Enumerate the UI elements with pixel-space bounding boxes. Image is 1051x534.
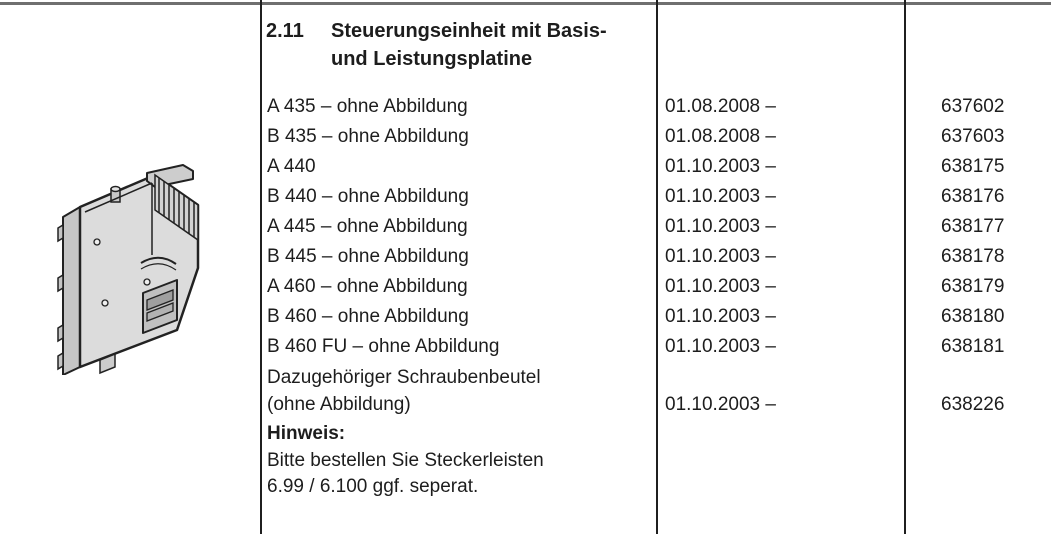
part-label: B 440 – ohne Abbildung	[267, 186, 469, 207]
part-label: B 460 FU – ohne Abbildung	[267, 336, 500, 357]
note-heading: Hinweis:	[267, 423, 346, 444]
part-date: 01.10.2003 –	[665, 156, 776, 177]
part-number: 638178	[941, 246, 1005, 267]
part-number: 638226	[941, 394, 1005, 415]
part-label: A 440	[267, 156, 316, 177]
section-title-line2: und Leistungsplatine	[331, 48, 533, 70]
part-number: 638176	[941, 186, 1005, 207]
part-date: 01.10.2003 –	[665, 336, 776, 357]
part-row	[0, 125, 1051, 155]
part-number: 638179	[941, 276, 1005, 297]
part-date: 01.10.2003 –	[665, 216, 776, 237]
part-date: 01.10.2003 –	[665, 394, 776, 415]
part-label: A 460 – ohne Abbildung	[267, 276, 468, 297]
part-date: 01.10.2003 –	[665, 186, 776, 207]
part-number: 637602	[941, 96, 1005, 117]
part-date: 01.10.2003 –	[665, 276, 776, 297]
part-number: 638180	[941, 306, 1005, 327]
part-number: 637603	[941, 126, 1005, 147]
part-label-line2: (ohne Abbildung)	[267, 394, 411, 415]
part-number: 638177	[941, 216, 1005, 237]
part-row	[0, 95, 1051, 125]
section-title-line1: Steuerungseinheit mit Basis-	[331, 20, 607, 42]
part-row	[0, 335, 1051, 365]
note-line1: Bitte bestellen Sie Steckerleisten	[267, 450, 544, 471]
part-date: 01.10.2003 –	[665, 246, 776, 267]
part-row	[0, 305, 1051, 335]
part-date: 01.10.2003 –	[665, 306, 776, 327]
part-label: B 435 – ohne Abbildung	[267, 126, 469, 147]
part-row	[0, 245, 1051, 275]
section-number: 2.11	[266, 20, 304, 42]
part-row	[0, 215, 1051, 245]
part-label-line1: Dazugehöriger Schraubenbeutel	[267, 367, 541, 388]
part-row	[0, 155, 1051, 185]
part-row	[0, 185, 1051, 215]
top-border-rule	[0, 2, 1051, 5]
part-label: A 445 – ohne Abbildung	[267, 216, 468, 237]
part-date: 01.08.2008 –	[665, 96, 776, 117]
part-date: 01.08.2008 –	[665, 126, 776, 147]
section-title	[331, 17, 607, 73]
part-number: 638175	[941, 156, 1005, 177]
part-row	[0, 275, 1051, 305]
note-line2: 6.99 / 6.100 ggf. seperat.	[267, 476, 479, 497]
part-label: A 435 – ohne Abbildung	[267, 96, 468, 117]
part-number: 638181	[941, 336, 1005, 357]
part-label: B 445 – ohne Abbildung	[267, 246, 469, 267]
part-label: B 460 – ohne Abbildung	[267, 306, 469, 327]
